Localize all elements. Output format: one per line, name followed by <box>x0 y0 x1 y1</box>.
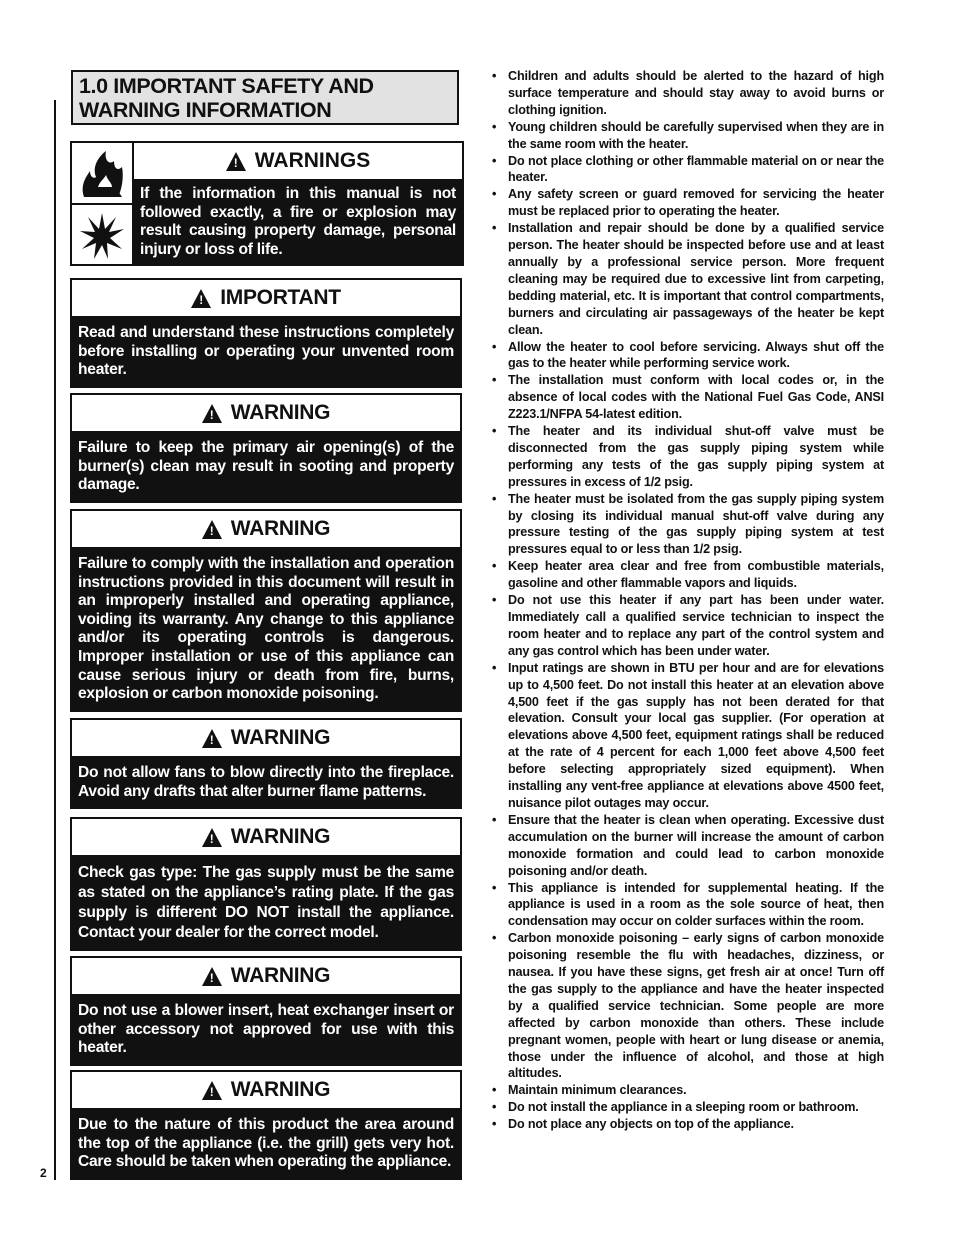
page-number: 2 <box>40 1166 47 1180</box>
box-heading <box>72 511 460 549</box>
box-text: Do not allow fans to blow directly into the fireplace. Avoid any drafts that alter burner flame patterns. <box>72 758 460 807</box>
box-heading <box>72 395 460 433</box>
list-item: • Any safety screen or guard removed for servicing the heater must be replaced prior to operating the heater. <box>492 187 884 219</box>
hazard-icons <box>72 143 134 264</box>
box-heading-text: WARNING <box>230 517 331 540</box>
warning-triangle-icon: ! <box>202 1081 222 1100</box>
list-item: • Do not place any objects on top of the appliance. <box>492 1117 794 1132</box>
list-item: • Ensure that the heater is clean when operating. Excessive dust accumulation on the burner will increase the amount of carbon monoxide formation and could lead to carbon monoxide poisoning and/or death. <box>492 812 884 878</box>
warning-box-blower <box>70 956 462 1066</box>
warning-triangle-icon: ! <box>202 967 222 986</box>
list-item: • Do not place clothing or other flammable material on or near the heater. <box>492 153 884 185</box>
box-heading-text: WARNING <box>230 964 331 987</box>
warning-box-gas-type <box>70 817 462 951</box>
box-heading <box>72 280 460 318</box>
safety-bullet-list <box>492 68 884 1133</box>
list-item: • Carbon monoxide poisoning – early signs of carbon monoxide poisoning resemble the flu with headaches, dizziness, or nausea. If you have these signs, get fresh air at once! Turn off the gas supply to the appliance and have the heater inspected by a qualified service technician. Some people are more affected by carbon monoxide than others. These include pregnant women, people with heart or lung disease or anemia, those under the influence of alcohol, and those at high altitudes. <box>492 931 884 1081</box>
list-item: • The heater and its individual shut-off valve must be disconnected from the gas supply piping system while performing any tests of the gas supply piping system at pressures in excess of 1/2 psig. <box>492 424 884 489</box>
warning-triangle-icon: ! <box>202 520 222 539</box>
warning-box-fans <box>70 718 462 809</box>
warning-triangle-icon: ! <box>202 828 222 847</box>
warnings-box <box>70 141 464 266</box>
list-item: • Do not use this heater if any part has been under water. Immediately call a qualified service technician to inspect the room heater and to replace any part of the control system and any gas control which has been under water. <box>492 593 884 658</box>
warning-triangle-icon: ! <box>191 289 211 308</box>
warning-box-hot-grill <box>70 1070 462 1180</box>
list-item: • Do not install the appliance in a sleeping room or bathroom. <box>492 1100 859 1115</box>
list-item: • Children and adults should be alerted to the hazard of high surface temperature and should stay away to avoid burns or clothing ignition. <box>492 69 884 117</box>
box-heading-text: WARNING <box>230 1078 331 1101</box>
warnings-heading <box>134 143 462 181</box>
box-heading <box>72 1072 460 1110</box>
margin-rule <box>54 100 56 1180</box>
box-text: Failure to keep the primary air opening(s) of the burner(s) clean may result in sooting and property damage. <box>72 433 460 501</box>
box-text: Failure to comply with the installation and operation instructions provided in this document will result in an improperly installed and operating appliance, voiding its warranty. Any change to this appliance and/or its operating controls is dangerous. Improper installation or use of this appliance can cause serious injury or death from fire, burns, explosion or carbon monoxide poisoning. <box>72 549 460 710</box>
fire-hazard-icon <box>72 143 132 203</box>
list-item: • The heater must be isolated from the gas supply piping system by closing its individual manual shut-off valve during any pressure testing of the gas supply piping system at test pressures equal to or less than 1/2 psig. <box>492 491 884 557</box>
warnings-heading-text: WARNINGS <box>254 149 371 172</box>
box-heading <box>72 819 460 857</box>
list-item: • Installation and repair should be done by a qualified service person. The heater should be inspected before use and at least annually by a professional service person. More frequent cleaning may be required due to excessive lint from carpeting, bedding material, etc. It is important that control compartments, burners and circulating air passageways of the heater be kept clean. <box>492 221 884 337</box>
list-item: • The installation must conform with local codes or, in the absence of local codes with the National Fuel Gas Code, ANSI Z223.1/NFPA 54-latest edition. <box>492 373 884 422</box>
box-heading-text: WARNING <box>230 401 331 424</box>
explosion-hazard-icon <box>72 203 132 265</box>
warning-triangle-icon: ! <box>226 152 246 171</box>
list-item: • This appliance is intended for supplemental heating. If the appliance is used in a room as the sole source of heat, then condensation may occur on colder surfaces within the room. <box>492 880 884 929</box>
box-text: Due to the nature of this product the area around the top of the appliance (i.e. the grill) gets very hot. Care should be taken when operating the appliance. <box>72 1110 460 1178</box>
warning-box-air-opening <box>70 393 462 503</box>
box-heading <box>72 720 460 758</box>
section-title: 1.0 IMPORTANT SAFETY AND WARNING INFORMATION <box>71 70 459 125</box>
list-item: • Maintain minimum clearances. <box>492 1083 687 1098</box>
box-heading-text: WARNING <box>230 825 331 848</box>
box-text: Read and understand these instructions completely before installing or operating your unvented room heater. <box>72 318 460 386</box>
box-text: Do not use a blower insert, heat exchanger insert or other accessory not approved for use with this heater. <box>72 996 460 1064</box>
important-box <box>70 278 462 388</box>
box-heading-text: IMPORTANT <box>220 286 341 309</box>
list-item: • Keep heater area clear and free from combustible materials, gasoline and other flammable vapors and liquids. <box>492 559 884 591</box>
warnings-text: If the information in this manual is not followed exactly, a fire or explosion may result causing property damage, personal injury or loss of life. <box>134 181 462 264</box>
box-text: Check gas type: The gas supply must be the same as stated on the appliance’s rating plate. If the gas supply is different DO NOT install the appliance. Contact your dealer for the correct model. <box>72 857 460 949</box>
warning-box-compliance <box>70 509 462 712</box>
list-item: • Allow the heater to cool before servicing. Always shut off the gas to the heater while performing service work. <box>492 339 884 371</box>
list-item: • Input ratings are shown in BTU per hour and are for elevations up to 4,500 feet. Do not install this heater at an elevation above 4,500 feet if the gas supply has not been derated for that elevation. Consult your local gas supplier. (For operation at elevations above 4,500 feet, equipment ratings shall be reduced at the rate of 4 percent for each 1,000 feet above 4,500 feet before selecting appropriately sized equipment). When installing any vent-free appliance at elevations above 4500 feet, nuisance pilot outages may occur. <box>492 660 884 810</box>
box-heading-text: WARNING <box>230 726 331 749</box>
list-item: • Young children should be carefully supervised when they are in the same room with the heater. <box>492 119 884 151</box>
box-heading <box>72 958 460 996</box>
warning-triangle-icon: ! <box>202 729 222 748</box>
warning-triangle-icon: ! <box>202 404 222 423</box>
